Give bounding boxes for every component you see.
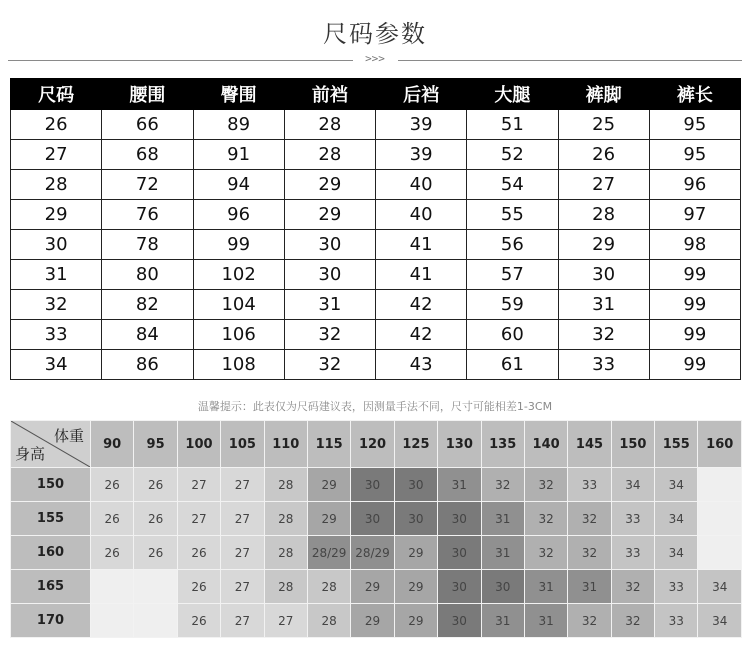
weight-header-cell: 135: [481, 421, 524, 468]
size-cell: 99: [649, 290, 740, 320]
size-cell: 43: [376, 350, 467, 380]
recommended-size-cell: 30: [394, 502, 437, 536]
recommended-size-cell: 28/29: [351, 536, 394, 570]
weight-header-cell: 140: [524, 421, 567, 468]
recommended-size-cell: 31: [438, 468, 481, 502]
size-cell: 94: [193, 170, 284, 200]
recommended-size-cell: 26: [91, 502, 134, 536]
size-cell: 39: [376, 110, 467, 140]
recommended-size-cell: 34: [655, 468, 698, 502]
recommended-size-cell: [698, 536, 742, 570]
recommended-size-cell: [698, 468, 742, 502]
size-cell: 99: [649, 260, 740, 290]
recommended-size-cell: 27: [221, 468, 264, 502]
recommended-size-cell: [698, 502, 742, 536]
weight-header-cell: 160: [698, 421, 742, 468]
recommended-size-cell: 30: [481, 570, 524, 604]
recommended-size-cell: 32: [611, 604, 654, 638]
reference-table-body: [11, 468, 742, 638]
size-cell: 29: [11, 200, 102, 230]
weight-header-cell: 120: [351, 421, 394, 468]
table-row: [11, 170, 741, 200]
size-cell: 99: [193, 230, 284, 260]
recommended-size-cell: 34: [655, 502, 698, 536]
size-cell: 95: [649, 110, 740, 140]
recommended-size-cell: 31: [524, 604, 567, 638]
size-cell: 31: [558, 290, 649, 320]
recommended-size-cell: 27: [264, 604, 307, 638]
recommended-size-cell: 32: [481, 468, 524, 502]
recommended-size-cell: [134, 570, 177, 604]
size-cell: 89: [193, 110, 284, 140]
recommended-size-cell: 33: [611, 502, 654, 536]
recommended-size-cell: 29: [394, 536, 437, 570]
recommended-size-cell: 29: [394, 604, 437, 638]
recommended-size-cell: [134, 604, 177, 638]
recommended-size-cell: 32: [568, 502, 611, 536]
size-header-cell: 腰围: [102, 79, 193, 110]
size-cell: 86: [102, 350, 193, 380]
recommended-size-cell: 27: [221, 604, 264, 638]
size-cell: 82: [102, 290, 193, 320]
size-cell: 55: [467, 200, 558, 230]
recommended-size-cell: 28/29: [307, 536, 350, 570]
size-cell: 27: [558, 170, 649, 200]
recommended-size-cell: 26: [177, 536, 220, 570]
size-cell: 57: [467, 260, 558, 290]
size-cell: 30: [284, 230, 375, 260]
table-row: [11, 604, 742, 638]
recommended-size-cell: [91, 604, 134, 638]
recommended-size-cell: 27: [221, 536, 264, 570]
table-row: [11, 502, 742, 536]
recommended-size-cell: 31: [568, 570, 611, 604]
size-cell: 28: [11, 170, 102, 200]
size-cell: 42: [376, 320, 467, 350]
size-cell: 32: [284, 350, 375, 380]
recommended-size-cell: 34: [698, 604, 742, 638]
recommended-size-cell: 33: [655, 570, 698, 604]
corner-height-label: 身高: [15, 445, 46, 463]
size-header-cell: 臀围: [193, 79, 284, 110]
reference-table-header: [11, 421, 742, 468]
recommended-size-cell: 31: [481, 536, 524, 570]
size-cell: 28: [284, 110, 375, 140]
title-rule-right: [398, 60, 742, 61]
recommended-size-cell: 32: [524, 536, 567, 570]
weight-header-cell: 145: [568, 421, 611, 468]
size-cell: 52: [467, 140, 558, 170]
size-header-cell: 大腿: [467, 79, 558, 110]
title-rule-left: [8, 60, 353, 61]
table-row: [11, 536, 742, 570]
size-cell: 28: [558, 200, 649, 230]
size-cell: 61: [467, 350, 558, 380]
size-cell: 34: [11, 350, 102, 380]
recommended-size-cell: 33: [655, 604, 698, 638]
recommended-size-cell: 30: [438, 570, 481, 604]
recommended-size-cell: 26: [134, 502, 177, 536]
recommended-size-cell: 29: [307, 502, 350, 536]
table-row: [11, 290, 741, 320]
size-cell: 76: [102, 200, 193, 230]
size-cell: 40: [376, 200, 467, 230]
size-cell: 96: [193, 200, 284, 230]
size-header-cell: 后裆: [376, 79, 467, 110]
size-cell: 60: [467, 320, 558, 350]
recommended-size-cell: 32: [568, 604, 611, 638]
corner-cell: [11, 421, 91, 468]
height-row-label: 170: [11, 604, 91, 638]
size-cell: 26: [11, 110, 102, 140]
weight-header-cell: 105: [221, 421, 264, 468]
recommended-size-cell: 26: [134, 468, 177, 502]
recommended-size-cell: 28: [264, 502, 307, 536]
table-row: [11, 230, 741, 260]
size-cell: 84: [102, 320, 193, 350]
size-header-cell: 尺码: [11, 79, 102, 110]
size-cell: 30: [284, 260, 375, 290]
size-cell: 31: [11, 260, 102, 290]
recommended-size-cell: 28: [307, 604, 350, 638]
table-row: [11, 320, 741, 350]
size-cell: 97: [649, 200, 740, 230]
size-cell: 95: [649, 140, 740, 170]
size-cell: 54: [467, 170, 558, 200]
height-row-label: 165: [11, 570, 91, 604]
recommended-size-cell: 30: [351, 502, 394, 536]
size-cell: 32: [11, 290, 102, 320]
size-cell: 59: [467, 290, 558, 320]
recommended-size-cell: 34: [655, 536, 698, 570]
size-cell: 51: [467, 110, 558, 140]
table-row: [11, 570, 742, 604]
height-row-label: 150: [11, 468, 91, 502]
table-row: [11, 110, 741, 140]
weight-header-cell: 155: [655, 421, 698, 468]
recommended-size-cell: 31: [524, 570, 567, 604]
table-row: [11, 200, 741, 230]
recommended-size-cell: 34: [611, 468, 654, 502]
size-cell: 26: [558, 140, 649, 170]
size-cell: 31: [284, 290, 375, 320]
recommended-size-cell: 32: [524, 502, 567, 536]
size-cell: 30: [11, 230, 102, 260]
size-cell: 104: [193, 290, 284, 320]
size-header-cell: 裤脚: [558, 79, 649, 110]
weight-header-cell: 115: [307, 421, 350, 468]
size-cell: 91: [193, 140, 284, 170]
recommended-size-cell: 29: [351, 604, 394, 638]
recommended-size-cell: 31: [481, 604, 524, 638]
size-cell: 39: [376, 140, 467, 170]
recommended-size-cell: 26: [91, 468, 134, 502]
size-cell: 96: [649, 170, 740, 200]
recommended-size-cell: 29: [351, 570, 394, 604]
size-cell: 78: [102, 230, 193, 260]
recommended-size-cell: 32: [568, 536, 611, 570]
size-cell: 108: [193, 350, 284, 380]
recommended-size-cell: 30: [438, 536, 481, 570]
size-cell: 80: [102, 260, 193, 290]
recommended-size-cell: 31: [481, 502, 524, 536]
size-cell: 33: [11, 320, 102, 350]
recommended-size-cell: 34: [698, 570, 742, 604]
size-cell: 42: [376, 290, 467, 320]
size-cell: 27: [11, 140, 102, 170]
recommended-size-cell: 33: [568, 468, 611, 502]
recommended-size-cell: 30: [438, 604, 481, 638]
measurement-note: 温馨提示：此表仅为尺码建议表，因测量手法不同，尺寸可能相差1-3CM: [197, 400, 553, 413]
size-cell: 30: [558, 260, 649, 290]
size-cell: 32: [558, 320, 649, 350]
title-arrows: >>>: [365, 52, 385, 65]
table-row: [11, 260, 741, 290]
size-cell: 28: [284, 140, 375, 170]
size-cell: 32: [284, 320, 375, 350]
recommended-size-cell: 30: [351, 468, 394, 502]
weight-header-cell: 95: [134, 421, 177, 468]
size-cell: 68: [102, 140, 193, 170]
recommended-size-cell: 32: [611, 570, 654, 604]
recommended-size-cell: 26: [177, 604, 220, 638]
height-row-label: 155: [11, 502, 91, 536]
weight-header-cell: 150: [611, 421, 654, 468]
size-cell: 66: [102, 110, 193, 140]
size-cell: 29: [284, 200, 375, 230]
page-title: 尺码参数: [323, 20, 427, 48]
recommended-size-cell: 27: [177, 502, 220, 536]
recommended-size-cell: 32: [524, 468, 567, 502]
size-cell: 99: [649, 350, 740, 380]
recommended-size-cell: 30: [438, 502, 481, 536]
recommended-size-cell: 29: [307, 468, 350, 502]
weight-header-cell: 130: [438, 421, 481, 468]
recommended-size-cell: 26: [91, 536, 134, 570]
size-cell: 72: [102, 170, 193, 200]
recommended-size-cell: 28: [264, 536, 307, 570]
reference-table: [10, 420, 742, 638]
size-cell: 33: [558, 350, 649, 380]
size-cell: 99: [649, 320, 740, 350]
table-row: [11, 468, 742, 502]
size-cell: 41: [376, 230, 467, 260]
recommended-size-cell: 28: [264, 468, 307, 502]
recommended-size-cell: 33: [611, 536, 654, 570]
size-cell: 56: [467, 230, 558, 260]
size-table: [10, 78, 741, 380]
recommended-size-cell: 27: [221, 570, 264, 604]
weight-header-cell: 100: [177, 421, 220, 468]
recommended-size-cell: [91, 570, 134, 604]
recommended-size-cell: 28: [307, 570, 350, 604]
size-header-cell: 裤长: [649, 79, 740, 110]
weight-header-cell: 110: [264, 421, 307, 468]
recommended-size-cell: 27: [177, 468, 220, 502]
recommended-size-cell: 29: [394, 570, 437, 604]
weight-header-cell: 125: [394, 421, 437, 468]
recommended-size-cell: 26: [134, 536, 177, 570]
size-table-header: [11, 79, 741, 110]
recommended-size-cell: 27: [221, 502, 264, 536]
size-cell: 41: [376, 260, 467, 290]
size-cell: 98: [649, 230, 740, 260]
size-cell: 29: [558, 230, 649, 260]
weight-header-cell: 90: [91, 421, 134, 468]
recommended-size-cell: 26: [177, 570, 220, 604]
size-cell: 106: [193, 320, 284, 350]
table-row: [11, 350, 741, 380]
table-row: [11, 140, 741, 170]
height-row-label: 160: [11, 536, 91, 570]
size-cell: 29: [284, 170, 375, 200]
recommended-size-cell: 30: [394, 468, 437, 502]
size-table-body: [11, 110, 741, 380]
size-cell: 102: [193, 260, 284, 290]
size-header-cell: 前裆: [284, 79, 375, 110]
recommended-size-cell: 28: [264, 570, 307, 604]
corner-weight-label: 体重: [53, 427, 84, 445]
size-cell: 40: [376, 170, 467, 200]
size-cell: 25: [558, 110, 649, 140]
